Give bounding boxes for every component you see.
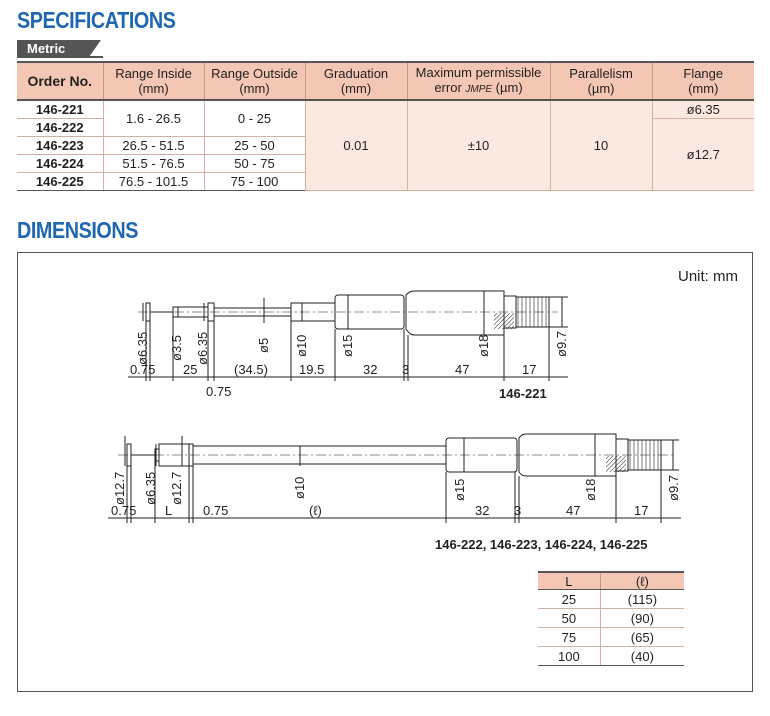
dim-b-dia-18: ø18 (583, 478, 598, 501)
col-range-outside: Range Outside (mm) (204, 62, 305, 100)
dim-a-dia-10: ø10 (294, 334, 309, 357)
dim-b-l: (ℓ) (309, 503, 322, 518)
dim-a-dia-15: ø15 (340, 334, 355, 357)
dim-b-dia-15: ø15 (452, 478, 467, 501)
lookup-col-l: (ℓ) (600, 572, 684, 590)
length-lookup-table (538, 571, 684, 666)
order-number: 146-221 (17, 100, 103, 119)
metric-tab: Metric (17, 40, 89, 57)
dim-a-dia-3-5: ø3.5 (169, 334, 184, 361)
dim-a-dia-18: ø18 (476, 334, 491, 357)
dim-a-19-5: 19.5 (299, 362, 325, 377)
range-inside: 76.5 - 101.5 (103, 173, 204, 191)
order-number: 146-223 (17, 137, 103, 155)
dim-b-47: 47 (566, 503, 581, 518)
dimension-labels-b (111, 472, 681, 518)
dim-b-dia-12-7-b: ø12.7 (169, 471, 184, 505)
lookup-L: 50 (538, 609, 600, 628)
col-mpe: Maximum permissible error JMPE (µm) (407, 62, 550, 100)
order-number: 146-225 (17, 173, 103, 191)
dim-b-dia-9-7: ø9.7 (666, 474, 681, 501)
dim-a-17: 17 (522, 362, 537, 377)
col-range-inside: Range Inside (mm) (103, 62, 204, 100)
lookup-L: 75 (538, 628, 600, 647)
dim-b-17: 17 (634, 503, 649, 518)
lookup-col-L: L (538, 572, 600, 590)
lookup-l: (40) (600, 647, 684, 666)
table-row (538, 590, 684, 609)
dim-a-0-75: 0.75 (130, 362, 156, 377)
range-inside: 1.6 - 26.5 (103, 100, 204, 137)
dim-b-dia-12-7: ø12.7 (112, 471, 127, 505)
dim-b-0-75: 0.75 (111, 503, 137, 518)
graduation-value: 0.01 (305, 100, 407, 191)
col-graduation: Graduation (mm) (305, 62, 407, 100)
micrometer-head-drawing-b (108, 434, 681, 523)
dimensions-panel (17, 252, 753, 692)
lookup-L: 25 (538, 590, 600, 609)
dim-b-3: 3 (514, 503, 522, 518)
order-number: 146-222 (17, 119, 103, 137)
range-inside: 26.5 - 51.5 (103, 137, 204, 155)
dim-b-32: 32 (475, 503, 490, 518)
lookup-l: (65) (600, 628, 684, 647)
col-flange: Flange (mm) (652, 62, 754, 100)
parallelism-value: 10 (550, 100, 652, 191)
table-row (538, 628, 684, 647)
range-outside: 0 - 25 (204, 100, 305, 137)
dim-a-0-75-bottom: 0.75 (206, 384, 232, 399)
dim-b-L: L (165, 503, 173, 518)
dim-a-25: 25 (183, 362, 198, 377)
dim-b-dia-6-35: ø6.35 (143, 471, 158, 505)
range-outside: 50 - 75 (204, 155, 305, 173)
order-number: 146-224 (17, 155, 103, 173)
dim-a-34-5: (34.5) (234, 362, 268, 377)
range-outside: 25 - 50 (204, 137, 305, 155)
table-row (538, 609, 684, 628)
spec-header-row (17, 62, 754, 100)
tab-underline (17, 56, 103, 58)
dim-b-0-75-b: 0.75 (203, 503, 229, 518)
range-inside: 51.5 - 76.5 (103, 155, 204, 173)
col-order-no: Order No. (17, 62, 103, 100)
flange-value-large: ø12.7 (652, 119, 754, 191)
dim-a-dia-9-7: ø9.7 (554, 330, 569, 357)
col-parallelism: Parallelism (µm) (550, 62, 652, 100)
mpe-value: ±10 (407, 100, 550, 191)
dim-a-dia-5: ø5 (256, 337, 271, 353)
dim-b-dia-10: ø10 (292, 476, 307, 499)
lookup-L: 100 (538, 647, 600, 666)
flange-value-small: ø6.35 (652, 100, 754, 119)
lookup-l: (115) (600, 590, 684, 609)
lookup-l: (90) (600, 609, 684, 628)
model-label-a: 146-221 (499, 386, 547, 401)
dim-a-dia-flange: ø6.35 (135, 331, 150, 365)
dim-a-47: 47 (455, 362, 470, 377)
dim-a-32: 32 (363, 362, 378, 377)
model-label-b: 146-222, 146-223, 146-224, 146-225 (435, 537, 648, 552)
range-outside: 75 - 100 (204, 173, 305, 191)
specifications-table (17, 61, 754, 191)
table-row (538, 647, 684, 666)
table-row (17, 100, 754, 119)
dim-a-3: 3 (402, 362, 410, 377)
dim-a-dia-6-35: ø6.35 (195, 331, 210, 365)
specifications-title: SPECIFICATIONS (17, 7, 176, 33)
unit-label: Unit: mm (678, 268, 738, 285)
dimensions-title: DIMENSIONS (17, 217, 138, 243)
lookup-header-row (538, 572, 684, 590)
